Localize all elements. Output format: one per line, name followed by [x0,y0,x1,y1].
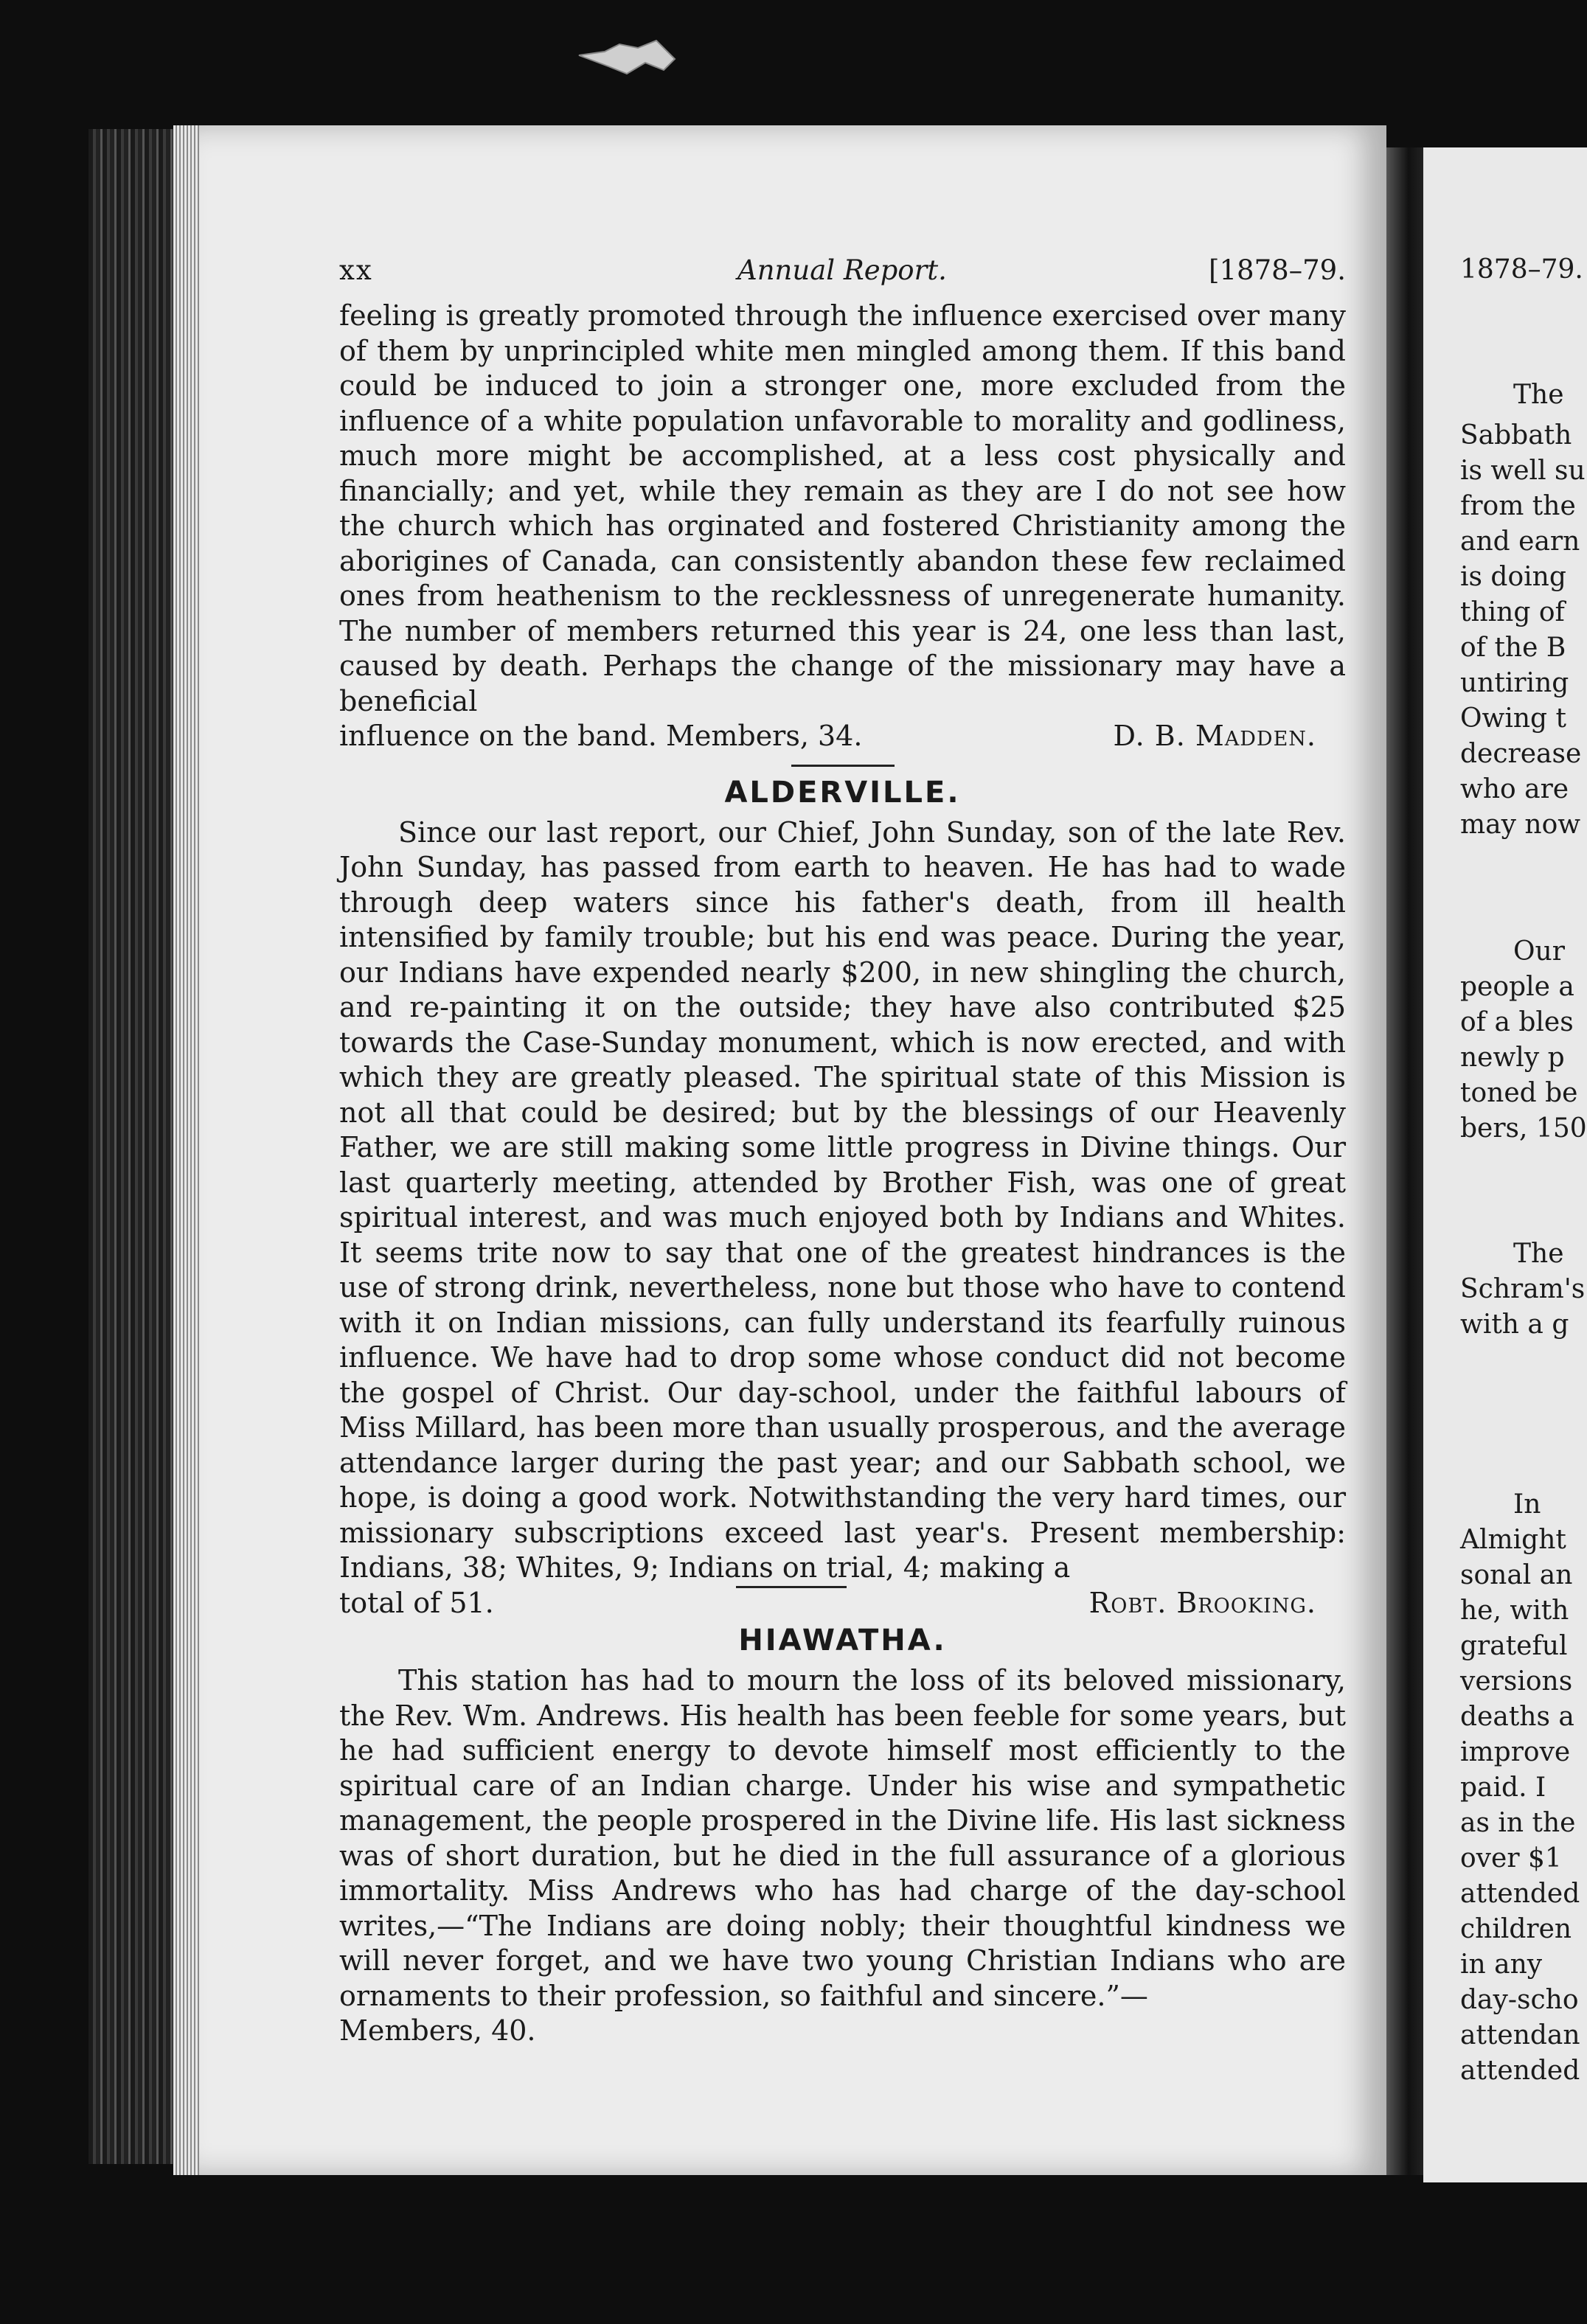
facing-line: people a [1460,972,1574,1002]
facing-line: Almight [1460,1525,1566,1555]
facing-line: paid. I [1460,1772,1546,1803]
intro-paragraph: feeling is greatly promoted through the influence exercised over many of them by unprincipled white men mingled among them. If this band could be induced to join a stronger one, more excluded from the influence of a white population unfavorable to morality and godliness, much more might be accomplished, at a less cost physically and financially; and yet, while they remain as they are I do not see how the church which has orginated and fostered Christianity among the aborigines of Canada, can consistently abandon these few reclaimed ones from heathenism to the recklessness of unregenerate humanity. The number of members returned this year is 24, one less than last, caused by death. Perhaps the change of the missionary may have a beneficial [339,299,1346,717]
facing-line: is doing [1460,562,1566,592]
page-edges [173,125,203,2175]
hiawatha-closing-line [339,2014,1346,2049]
alderville-signature: Robt. Brooking. [1088,1586,1316,1619]
facing-line: from the [1460,491,1576,521]
section-divider-inline [736,1586,847,1588]
facing-line: attended [1460,1879,1580,1909]
facing-line: Sabbath [1460,420,1572,450]
page-content [339,254,1346,2049]
facing-line: In [1513,1489,1541,1520]
facing-line: he, with [1460,1596,1569,1626]
facing-line: deaths a [1460,1702,1574,1732]
paper-scrap-icon [575,29,678,81]
facing-line: versions [1460,1666,1573,1697]
facing-line: newly p [1460,1043,1565,1073]
facing-line: of a bles [1460,1007,1574,1037]
facing-line: untiring [1460,668,1569,698]
header-year: [1878–79. [1209,254,1346,286]
facing-line: in any [1460,1949,1543,1980]
running-header [339,254,1346,299]
hiawatha-paragraph: This station has had to mourn the loss of its beloved missionary, the Rev. Wm. Andrews. His health has been feeble for some years, but he had sufficient energy to devote himself most efficiently to the spiritual care of an Indian charge. Under his wise and sympathetic management, the people prospered in the Divine life. His last sickness was of short duration, but he died in the full assurance of a glorious immortality. Miss Andrews who has had charge of the day-school writes,—“The Indians are doing nobly; their thoughtful kindness we will never forget, and we have two young Christian Indians who are ornaments to their profession, so faithful and sincere.”— [339,1664,1346,2012]
facing-line: and earn [1460,526,1580,557]
alderville-heading: ALDERVILLE. [724,775,961,810]
facing-line: over $1 [1460,1843,1562,1874]
facing-header: 1878–79. [1460,254,1583,285]
facing-line: Schram's [1460,1274,1586,1304]
facing-line: toned be [1460,1078,1578,1108]
facing-line: bers, 150 [1460,1113,1587,1144]
facing-line: of the B [1460,633,1566,663]
facing-line: attended [1460,2056,1580,2086]
facing-line: with a g [1460,1309,1569,1340]
hiawatha-last-line: Members, 40. [339,2014,536,2047]
facing-line: as in the [1460,1808,1576,1838]
facing-line: The [1513,380,1564,410]
facing-line: Owing t [1460,703,1566,734]
facing-line: may now [1460,810,1581,840]
facing-line: decrease [1460,739,1582,769]
section-divider [791,765,895,767]
facing-line: thing of [1460,597,1565,627]
facing-page [1423,147,1587,2182]
facing-line: sonal an [1460,1560,1573,1590]
facing-line: The [1513,1239,1564,1269]
alderville-paragraph: Since our last report, our Chief, John Sunday, son of the late Rev. John Sunday, has passed from earth to heaven. He has had to wade through deep waters since his father's death, from ill health intensified by family trouble; but his end was peace. During the year, our Indians have expended nearly $200, in new shingling the church, and re-painting it on the outside; they have also contributed $25 towards the Case-Sunday monument, which is now erected, and with which they are greatly pleased. The spiritual state of this Mission is not all that could be desired; but by the blessings of our Heavenly Father, we are still making some little progress in Divine things. Our last quarterly meeting, attended by Brother Fish, was one of great spiritual interest, and was much enjoyed both by Indians and Whites. It seems trite now to say that one of the greatest hindrances is the use of strong drink, nevertheless, none but those who have to contend with it on Indian missions, can fully understand its fearfully ruinous influence. We have had to drop some whose conduct did not become the gospel of Christ. Our day-school, under the faithful labours of Miss Millard, has been more than usually prosperous, and the average attendance larger during the past year; and our Sabbath school, we hope, is doing a good work. Notwithstanding the very hard times, our missionary subscriptions exceed last year's. Present membership: Indians, 38; Whites, 9; Indians on trial, 4; making a [339,815,1346,1584]
book-gutter [1386,147,1423,2175]
running-title: Annual Report. [737,254,947,286]
alderville-last-line: total of 51. [339,1586,494,1619]
intro-closing-line [339,719,1346,754]
facing-line: day-scho [1460,1985,1579,2015]
intro-last-line: influence on the band. Members, 34. [339,720,863,752]
facing-line: children [1460,1914,1572,1944]
facing-line: is well su [1460,456,1586,486]
alderville-closing-line [339,1586,1346,1621]
facing-line: grateful [1460,1631,1568,1661]
facing-line: attendan [1460,2020,1580,2050]
page-number: xx [339,254,373,286]
facing-line: who are [1460,774,1569,804]
intro-signature: D. B. Madden. [1113,720,1316,752]
facing-line: improve [1460,1737,1571,1767]
facing-line: Our [1513,936,1565,967]
hiawatha-heading: HIAWATHA. [738,1624,947,1657]
